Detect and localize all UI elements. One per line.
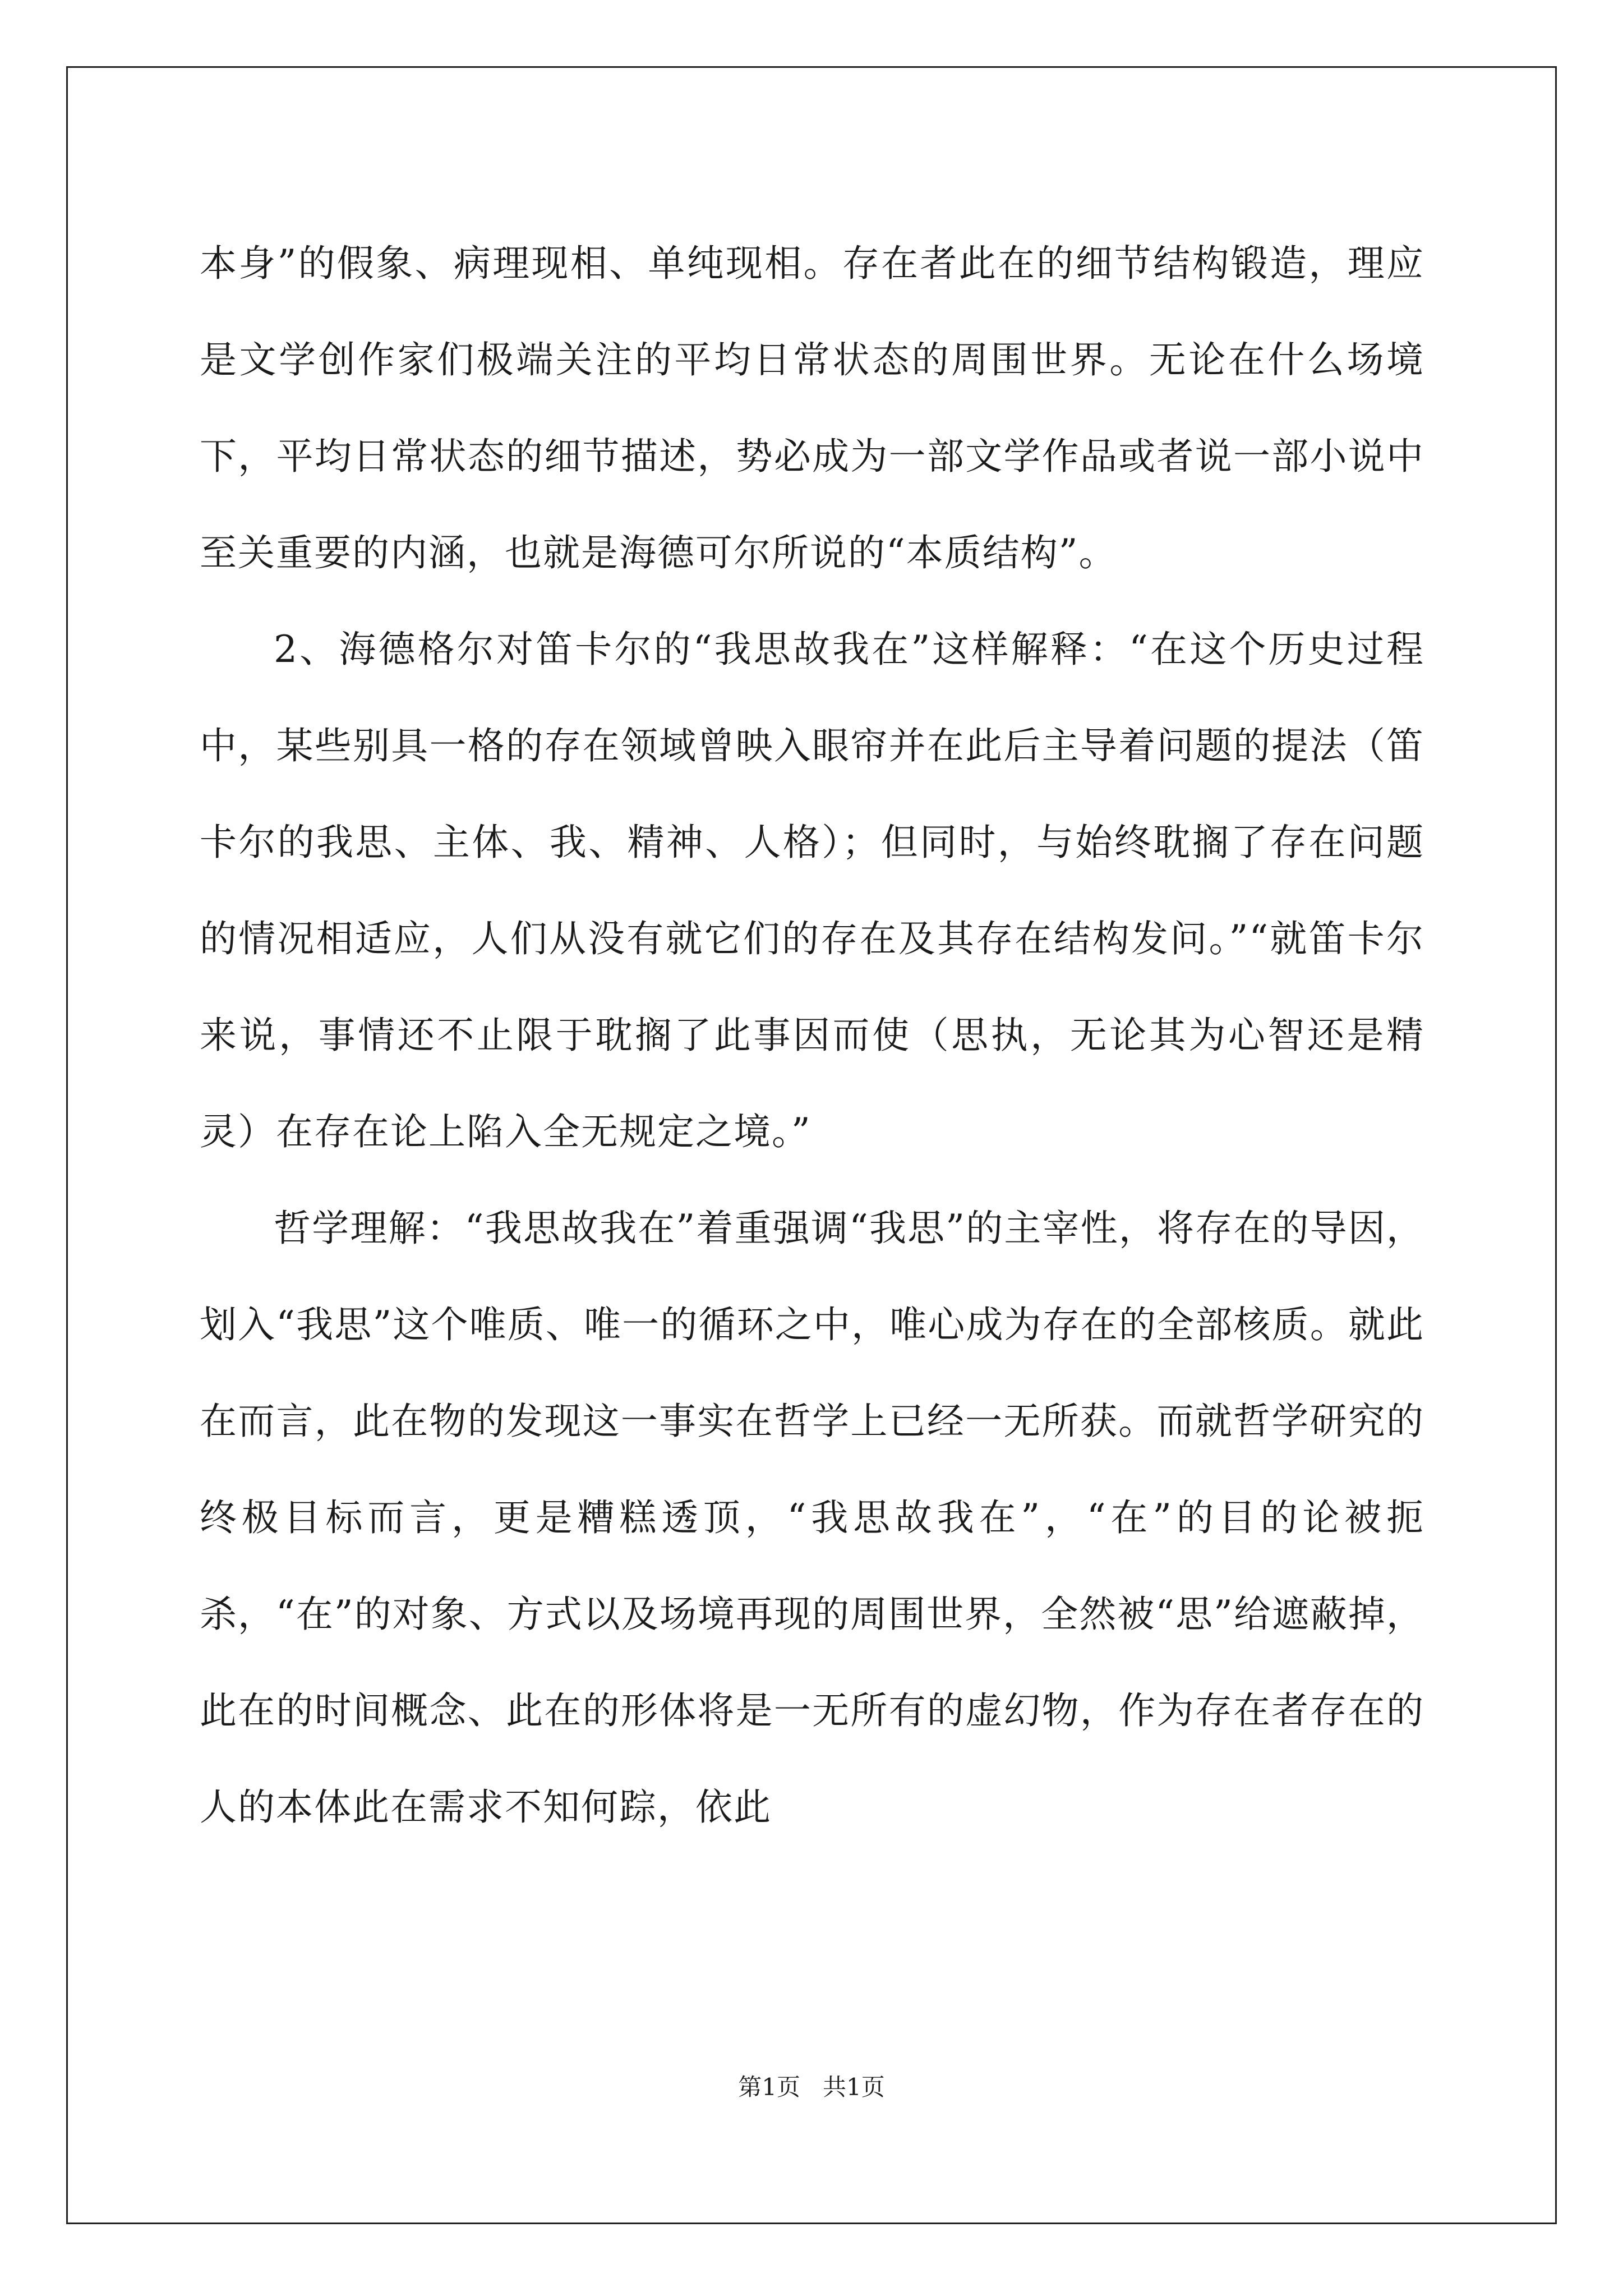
paragraph-1: 本身”的假象、病理现相、单纯现相。存在者此在的细节结构锻造，理应是文学创作家们极端关注的平均日常状态的周围世界。无论在什么场境下，平均日常状态的细节描述，势必成为一部文学作品或者说一部小说中至关重要的内涵，也就是海德可尔所说的“本质结构”。 [200,242,1424,574]
paragraph-3: 哲学理解：“我思故我在”着重强调“我思”的主宰性，将存在的导因，划入“我思”这个唯质、唯一的循环之中，唯心成为存在的全部核质。就此在而言，此在物的发现这一事实在哲学上已经一无所获。而就哲学研究的终极目标而言，更是糟糕透顶，“我思故我在”，“在”的目的论被扼杀，“在”的对象、方式以及场境再现的周围世界，全然被“思”给遮蔽掉，此在的时间概念、此在的形体将是一无所有的虚幻物，作为存在者存在的人的本体此在需求不知何踪，依此 [200,1207,1424,1829]
page-footer [0,2069,1623,2102]
document-body [200,215,1424,1856]
page-number-label: 第1页 共1页 [738,2073,885,2101]
paragraph-2: 2、海德格尔对笛卡尔的“我思故我在”这样解释：“在这个历史过程中，某些别具一格的存在领域曾映入眼帘并在此后主导着问题的提法（笛卡尔的我思、主体、我、精神、人格）；但同时，与始终耽搁了存在问题的情况相适应，人们从没有就它们的存在及其存在结构发问。”“就笛卡尔来说，事情还不止限于耽搁了此事因而使（思执，无论其为心智还是精灵）在存在论上陷入全无规定之境。” [200,628,1424,1153]
